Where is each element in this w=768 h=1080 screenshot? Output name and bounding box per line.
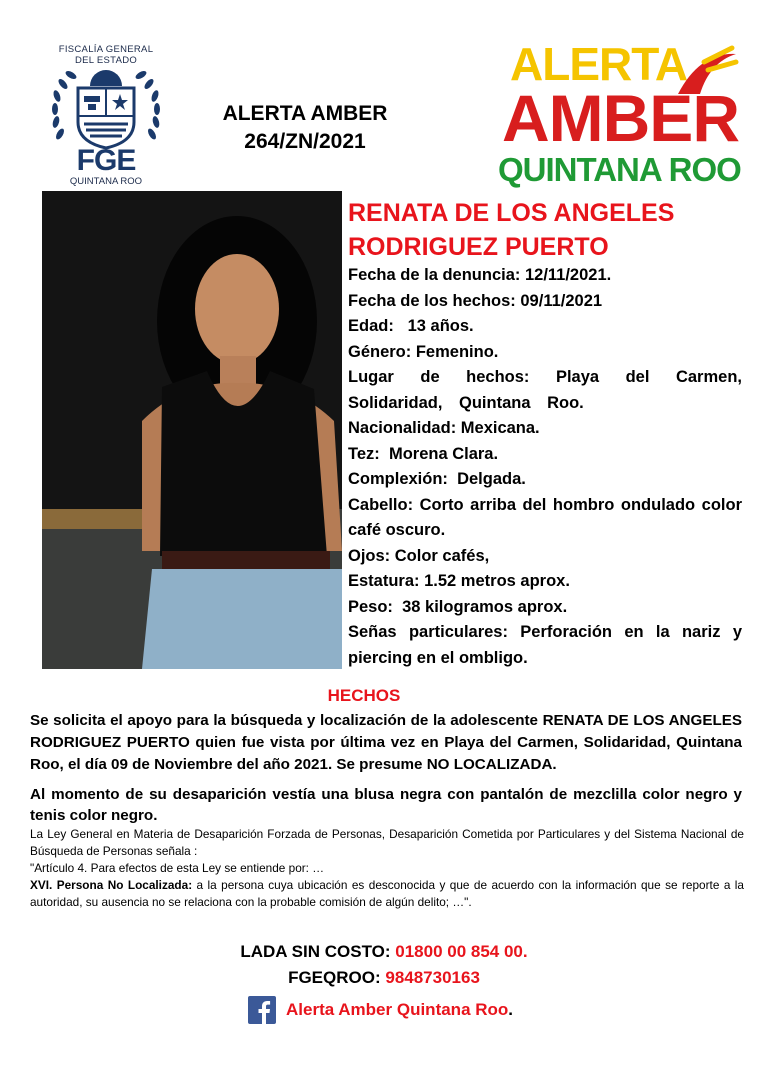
hechos-text: Se solicita el apoyo para la búsqueda y localización de la adolescente RENATA DE LOS ANGELES RODRIGUEZ PUERTO quien fue vista por última vez en Playa del Carmen, Solidaridad, Quintana Roo, el día 09 de Noviembre del año 2021. Se presume NO LOCALIZADA. — [30, 712, 742, 773]
legal-text — [30, 826, 744, 911]
facebook-page-name[interactable] — [286, 1000, 513, 1020]
fge-top-text-1: FISCALÍA GENERAL — [58, 44, 154, 55]
toll-free-line — [0, 942, 768, 962]
amber-logo-word-amber: AMBER — [502, 81, 739, 155]
fgeqroo-number[interactable]: 9848730163 — [385, 968, 480, 987]
facebook-page-name-text: Alerta Amber Quintana Roo — [286, 1000, 509, 1019]
detail-nacionalidad: Nacionalidad: Mexicana. — [348, 419, 540, 437]
fgeqroo-label: FGEQROO: — [288, 968, 386, 987]
alert-code — [200, 100, 410, 156]
fge-top-text-2: DEL ESTADO — [74, 55, 138, 66]
amber-alert-logo — [496, 38, 744, 198]
legal-paragraph-1: La Ley General en Materia de Desaparición Forzada de Personas, Desaparición Cometida por Particulares y del Sistema Nacional de Búsqueda de Personas señala : — [30, 827, 744, 858]
detail-genero: Género: Femenino. — [348, 342, 499, 361]
fgeqroo-line — [0, 968, 768, 988]
person-name-line2: RODRIGUEZ PUERTO — [348, 233, 609, 261]
legal-paragraph-2: "Artículo 4. Para efectos de esta Ley se entiende por: … — [30, 861, 325, 875]
detail-edad: Edad: 13 años. — [348, 317, 474, 335]
facebook-period: . — [508, 1000, 514, 1019]
detail-senas: Señas particulares: Perforación en la nariz y piercing en el ombligo. — [348, 623, 742, 667]
amber-logo-word-alerta: ALERTA — [510, 38, 688, 90]
laurel-shield-icon — [46, 64, 166, 150]
detail-fecha-hechos: Fecha de los hechos: 09/11/2021 — [348, 291, 603, 310]
person-details — [348, 263, 742, 671]
missing-person-photo — [42, 191, 342, 669]
legal-definition-term: XVI. Persona No Localizada: — [30, 878, 193, 892]
detail-ojos: Ojos: Color cafés, — [348, 546, 490, 565]
alert-code-line1: ALERTA AMBER — [222, 102, 388, 125]
detail-complexion: Complexión: Delgada. — [348, 470, 526, 488]
fge-acronym: FGE — [76, 144, 136, 177]
legal-paragraph-3 — [30, 877, 744, 911]
person-name — [348, 196, 758, 264]
detail-peso: Peso: 38 kilogramos aprox. — [348, 597, 568, 616]
detail-fecha-denuncia: Fecha de la denuncia: 12/11/2021. — [348, 266, 612, 284]
fge-logo — [38, 40, 174, 190]
facebook-link[interactable] — [248, 996, 513, 1028]
toll-free-number[interactable]: 01800 00 854 00. — [395, 942, 528, 961]
toll-free-label: LADA SIN COSTO: — [240, 942, 396, 961]
detail-tez: Tez: Morena Clara. — [348, 444, 499, 463]
person-name-line1: RENATA DE LOS ANGELES — [348, 199, 675, 227]
facebook-icon[interactable] — [248, 996, 276, 1024]
hechos-title: HECHOS — [327, 686, 401, 705]
detail-lugar: Lugar de hechos: Playa del Carmen, Solidaridad, Quintana Roo. — [348, 368, 742, 412]
fge-bottom-text: QUINTANA ROO — [69, 176, 143, 187]
detail-estatura: Estatura: 1.52 metros aprox. — [348, 572, 570, 590]
alert-code-line2: 264/ZN/2021 — [244, 130, 366, 153]
amber-logo-word-quintana-roo: QUINTANA ROO — [498, 151, 741, 188]
legal-definition-text: a la persona cuya ubicación es desconocida y que de acuerdo con la información que se reporte a la autoridad, su ausencia no se relaciona con la probable comisión de algún delito; …". — [30, 878, 744, 909]
clothing-description: Al momento de su desaparición vestía una blusa negra con pantalón de mezclilla color negro y tenis color negro. — [30, 786, 742, 824]
detail-cabello: Cabello: Corto arriba del hombro ondulado color café oscuro. — [348, 495, 742, 539]
